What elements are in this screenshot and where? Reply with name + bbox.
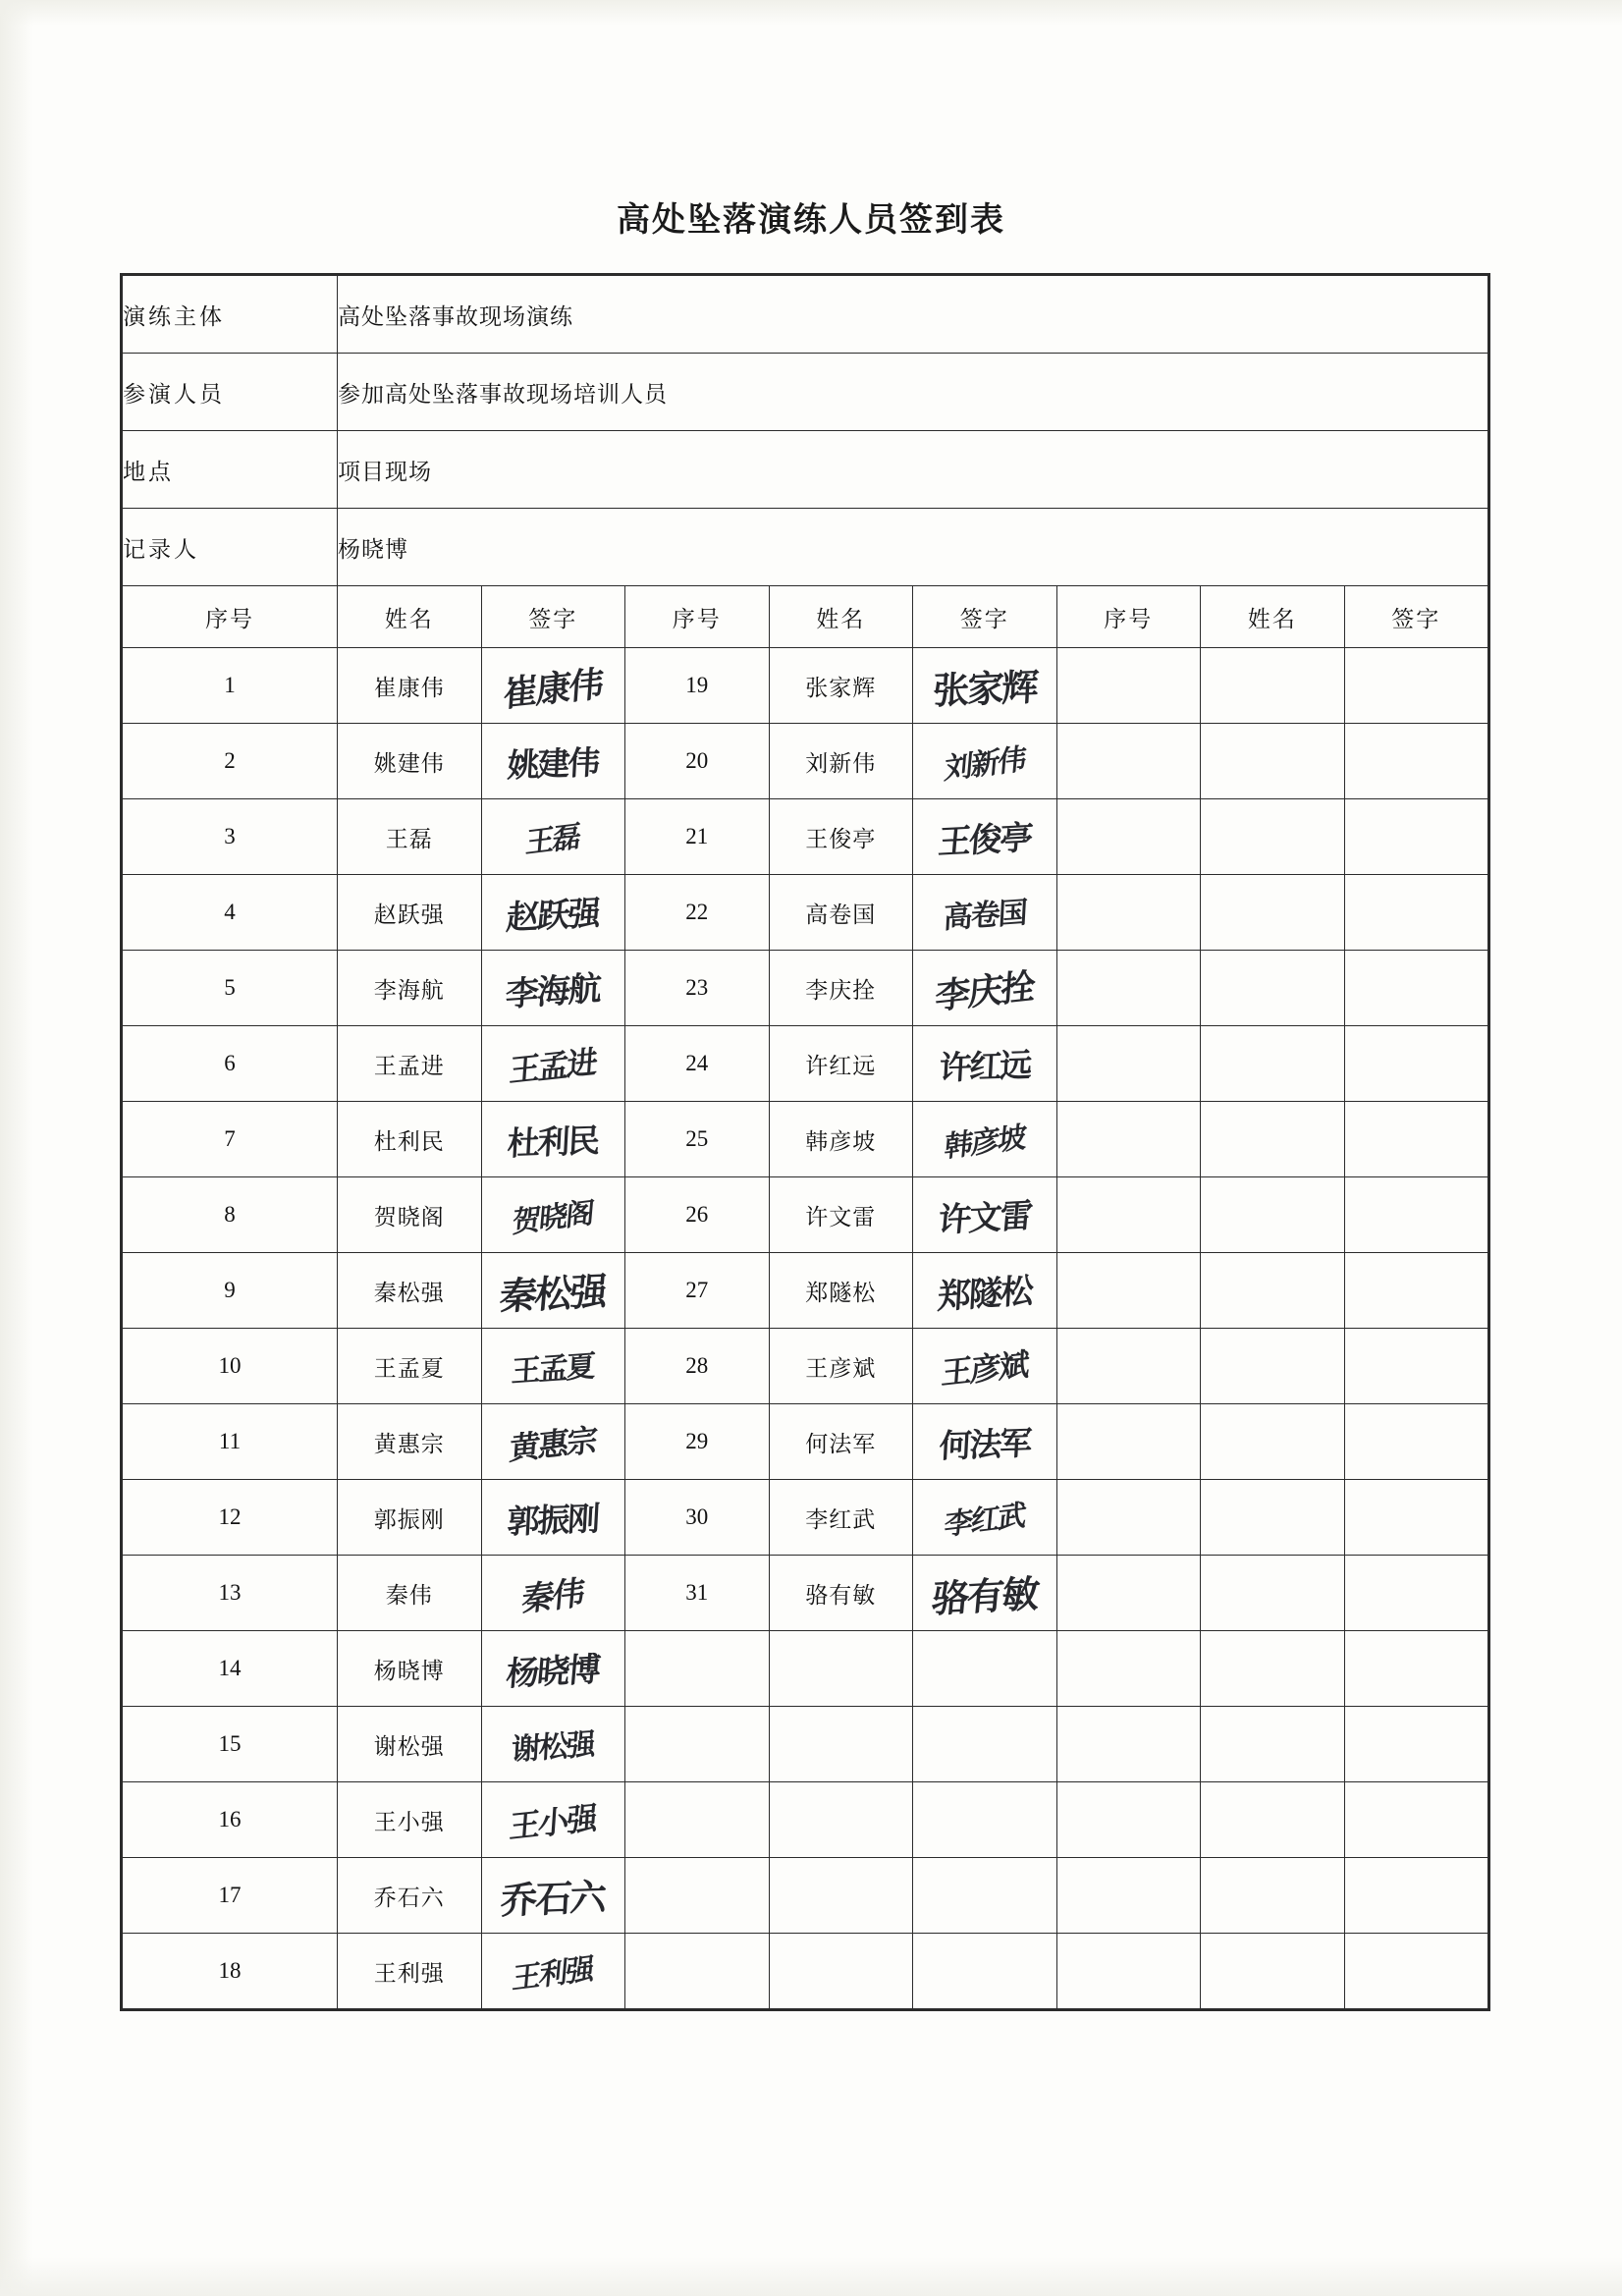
- cell-name-3: [1201, 1782, 1345, 1858]
- cell-signature-1[interactable]: [481, 1934, 625, 2009]
- handwritten-signature: 刘新伟: [943, 742, 1026, 787]
- handwritten-signature: 杜利民: [506, 1121, 600, 1164]
- handwritten-signature: 许红远: [938, 1046, 1031, 1088]
- cell-name-1: 贺晓阁: [338, 1177, 482, 1253]
- cell-name-1: 赵跃强: [338, 875, 482, 951]
- cell-name-1: 崔康伟: [338, 648, 482, 724]
- cell-name-3: [1201, 1102, 1345, 1177]
- cell-name-3: [1201, 1253, 1345, 1329]
- cell-no-1: 2: [123, 724, 338, 799]
- cell-name-2: 郑隧松: [769, 1253, 913, 1329]
- cell-signature-3[interactable]: [1344, 1404, 1488, 1480]
- cell-no-3: [1056, 1026, 1201, 1102]
- cell-signature-2[interactable]: [913, 1480, 1057, 1556]
- cell-signature-1[interactable]: [481, 1404, 625, 1480]
- table-row: [123, 799, 1488, 875]
- cell-name-3: [1201, 1858, 1345, 1934]
- table-row: [123, 1858, 1488, 1934]
- header-sign-2: 签字: [913, 586, 1057, 648]
- handwritten-signature: 杨晓博: [505, 1650, 601, 1695]
- cell-no-3: [1056, 648, 1201, 724]
- meta-row-subject: [123, 276, 1488, 354]
- cell-no-1: 18: [123, 1934, 338, 2009]
- header-sign-3: 签字: [1344, 586, 1488, 648]
- handwritten-signature: 韩彦坡: [943, 1121, 1026, 1165]
- cell-signature-2[interactable]: [913, 1177, 1057, 1253]
- meta-value-subject: 高处坠落事故现场演练: [338, 276, 1488, 354]
- cell-signature-1[interactable]: [481, 1631, 625, 1707]
- cell-signature-3[interactable]: [1344, 875, 1488, 951]
- cell-signature-3[interactable]: [1344, 1858, 1488, 1934]
- meta-label-location: 地点: [123, 431, 338, 509]
- cell-no-1: 12: [123, 1480, 338, 1556]
- cell-no-1: 13: [123, 1556, 338, 1631]
- page-title: 高处坠落演练人员签到表: [617, 200, 1005, 240]
- cell-no-1: 8: [123, 1177, 338, 1253]
- cell-name-1: 黄惠宗: [338, 1404, 482, 1480]
- table-row: [123, 1707, 1488, 1782]
- handwritten-signature: 秦伟: [520, 1572, 585, 1620]
- handwritten-signature: 李海航: [505, 968, 602, 1014]
- cell-signature-1[interactable]: [481, 951, 625, 1026]
- table-row: [123, 1026, 1488, 1102]
- header-no-1: 序号: [123, 586, 338, 648]
- cell-name-1: 谢松强: [338, 1707, 482, 1782]
- cell-no-1: 7: [123, 1102, 338, 1177]
- cell-name-2: [769, 1858, 913, 1934]
- table-row: [123, 951, 1488, 1026]
- cell-name-1: 李海航: [338, 951, 482, 1026]
- cell-no-2: 24: [625, 1026, 770, 1102]
- handwritten-signature: 崔康伟: [502, 663, 604, 716]
- header-no-3: 序号: [1056, 586, 1201, 648]
- cell-signature-3[interactable]: [1344, 1707, 1488, 1782]
- cell-no-1: 6: [123, 1026, 338, 1102]
- table-row: [123, 1177, 1488, 1253]
- cell-signature-1[interactable]: [481, 1329, 625, 1404]
- cell-no-2: 23: [625, 951, 770, 1026]
- cell-name-1: 姚建伟: [338, 724, 482, 799]
- cell-no-3: [1056, 1556, 1201, 1631]
- cell-name-2: [769, 1934, 913, 2009]
- meta-row-participants: [123, 354, 1488, 431]
- cell-name-3: [1201, 648, 1345, 724]
- cell-name-2: 李红武: [769, 1480, 913, 1556]
- cell-no-3: [1056, 1177, 1201, 1253]
- signin-sheet: [120, 273, 1490, 2011]
- cell-no-2: 26: [625, 1177, 770, 1253]
- cell-signature-1[interactable]: [481, 1253, 625, 1329]
- cell-name-1: 王孟夏: [338, 1329, 482, 1404]
- cell-no-1: 16: [123, 1782, 338, 1858]
- cell-no-2: 19: [625, 648, 770, 724]
- handwritten-signature: 王小强: [508, 1800, 598, 1846]
- table-row: [123, 1556, 1488, 1631]
- cell-signature-2[interactable]: [913, 875, 1057, 951]
- cell-name-2: 李庆拴: [769, 951, 913, 1026]
- cell-name-1: 秦松强: [338, 1253, 482, 1329]
- cell-name-3: [1201, 1631, 1345, 1707]
- cell-no-1: 11: [123, 1404, 338, 1480]
- cell-signature-3[interactable]: [1344, 1631, 1488, 1707]
- handwritten-signature: 黄惠宗: [508, 1422, 598, 1468]
- handwritten-signature: 姚建伟: [506, 743, 600, 786]
- header-no-2: 序号: [625, 586, 770, 648]
- cell-signature-3[interactable]: [1344, 1556, 1488, 1631]
- handwritten-signature: 李庆拴: [933, 965, 1036, 1018]
- cell-name-1: 秦伟: [338, 1556, 482, 1631]
- cell-no-2: 21: [625, 799, 770, 875]
- cell-name-1: 王磊: [338, 799, 482, 875]
- cell-signature-1[interactable]: [481, 724, 625, 799]
- cell-signature-2[interactable]: [913, 1782, 1057, 1858]
- scan-shadow-top: [0, 0, 1622, 26]
- header-sign-1: 签字: [481, 586, 625, 648]
- table-body: [123, 276, 1488, 2009]
- cell-signature-2[interactable]: [913, 1329, 1057, 1404]
- cell-name-2: 张家辉: [769, 648, 913, 724]
- cell-signature-1[interactable]: [481, 1782, 625, 1858]
- cell-signature-3[interactable]: [1344, 1026, 1488, 1102]
- cell-no-2: [625, 1782, 770, 1858]
- cell-signature-2[interactable]: [913, 1026, 1057, 1102]
- cell-signature-2[interactable]: [913, 1934, 1057, 2009]
- handwritten-signature: 高卷国: [942, 895, 1027, 937]
- table-row: [123, 648, 1488, 724]
- table-row: [123, 1631, 1488, 1707]
- handwritten-signature: 郭振刚: [506, 1500, 600, 1542]
- cell-signature-2[interactable]: [913, 1631, 1057, 1707]
- meta-row-location: [123, 431, 1488, 509]
- cell-no-3: [1056, 875, 1201, 951]
- cell-no-3: [1056, 1782, 1201, 1858]
- cell-name-1: 郭振刚: [338, 1480, 482, 1556]
- cell-no-1: 5: [123, 951, 338, 1026]
- table-row: [123, 1102, 1488, 1177]
- cell-signature-1[interactable]: [481, 1102, 625, 1177]
- cell-signature-3[interactable]: [1344, 648, 1488, 724]
- cell-signature-1[interactable]: [481, 1556, 625, 1631]
- cell-no-2: 31: [625, 1556, 770, 1631]
- cell-name-3: [1201, 1404, 1345, 1480]
- cell-name-2: 王彦斌: [769, 1329, 913, 1404]
- table-row: [123, 1253, 1488, 1329]
- table-row: [123, 875, 1488, 951]
- table-row: [123, 1329, 1488, 1404]
- scan-shadow-bottom: [0, 2257, 1622, 2296]
- cell-no-1: 3: [123, 799, 338, 875]
- cell-signature-1[interactable]: [481, 1707, 625, 1782]
- cell-signature-3[interactable]: [1344, 724, 1488, 799]
- handwritten-signature: 李红武: [943, 1499, 1026, 1543]
- cell-no-3: [1056, 951, 1201, 1026]
- cell-signature-2[interactable]: [913, 1102, 1057, 1177]
- cell-signature-3[interactable]: [1344, 1253, 1488, 1329]
- handwritten-signature: 何法军: [938, 1424, 1031, 1466]
- cell-no-2: 28: [625, 1329, 770, 1404]
- cell-no-2: 29: [625, 1404, 770, 1480]
- cell-signature-3[interactable]: [1344, 951, 1488, 1026]
- cell-no-2: [625, 1934, 770, 2009]
- cell-no-3: [1056, 1329, 1201, 1404]
- table-row: [123, 1480, 1488, 1556]
- handwritten-signature: 王磊: [524, 819, 581, 861]
- cell-name-3: [1201, 1707, 1345, 1782]
- cell-name-2: [769, 1782, 913, 1858]
- cell-signature-2[interactable]: [913, 1404, 1057, 1480]
- cell-no-3: [1056, 1858, 1201, 1934]
- handwritten-signature: 王彦斌: [940, 1346, 1029, 1393]
- handwritten-signature: 郑隧松: [936, 1271, 1033, 1317]
- cell-signature-2[interactable]: [913, 799, 1057, 875]
- cell-no-1: 15: [123, 1707, 338, 1782]
- cell-no-3: [1056, 1631, 1201, 1707]
- cell-signature-3[interactable]: [1344, 1177, 1488, 1253]
- meta-label-recorder: 记录人: [123, 509, 338, 586]
- cell-signature-2[interactable]: [913, 1253, 1057, 1329]
- cell-no-1: 4: [123, 875, 338, 951]
- cell-no-3: [1056, 1934, 1201, 2009]
- cell-name-2: [769, 1631, 913, 1707]
- meta-value-participants: 参加高处坠落事故现场培训人员: [338, 354, 1488, 431]
- cell-signature-1[interactable]: [481, 799, 625, 875]
- handwritten-signature: 乔石六: [500, 1875, 606, 1923]
- cell-signature-3[interactable]: [1344, 1782, 1488, 1858]
- cell-name-3: [1201, 724, 1345, 799]
- cell-no-2: 30: [625, 1480, 770, 1556]
- cell-signature-3[interactable]: [1344, 1102, 1488, 1177]
- cell-name-1: 王小强: [338, 1782, 482, 1858]
- table-row: [123, 1782, 1488, 1858]
- handwritten-signature: 秦松强: [498, 1269, 608, 1320]
- meta-row-recorder: [123, 509, 1488, 586]
- cell-signature-2[interactable]: [913, 1858, 1057, 1934]
- handwritten-signature: 王利强: [511, 1952, 595, 1996]
- cell-signature-2[interactable]: [913, 1707, 1057, 1782]
- cell-name-3: [1201, 951, 1345, 1026]
- cell-no-2: [625, 1631, 770, 1707]
- cell-no-2: 25: [625, 1102, 770, 1177]
- handwritten-signature: 张家辉: [931, 665, 1038, 713]
- cell-signature-2[interactable]: [913, 648, 1057, 724]
- cell-signature-3[interactable]: [1344, 799, 1488, 875]
- scan-shadow-left: [0, 0, 33, 2296]
- cell-name-3: [1201, 1329, 1345, 1404]
- cell-no-3: [1056, 1707, 1201, 1782]
- cell-name-2: [769, 1707, 913, 1782]
- table-row: [123, 1404, 1488, 1480]
- meta-label-subject: 演练主体: [123, 276, 338, 354]
- cell-no-2: 27: [625, 1253, 770, 1329]
- cell-signature-1[interactable]: [481, 648, 625, 724]
- meta-value-recorder: 杨晓博: [338, 509, 1488, 586]
- cell-no-3: [1056, 1404, 1201, 1480]
- cell-name-1: 王利强: [338, 1934, 482, 2009]
- cell-no-1: 9: [123, 1253, 338, 1329]
- cell-name-1: 乔石六: [338, 1858, 482, 1934]
- cell-name-3: [1201, 1480, 1345, 1556]
- cell-no-1: 1: [123, 648, 338, 724]
- cell-signature-2[interactable]: [913, 724, 1057, 799]
- cell-no-3: [1056, 1102, 1201, 1177]
- cell-no-3: [1056, 799, 1201, 875]
- handwritten-signature: 贺晓阁: [511, 1196, 595, 1240]
- cell-signature-3[interactable]: [1344, 1480, 1488, 1556]
- cell-signature-1[interactable]: [481, 1480, 625, 1556]
- cell-name-1: 王孟进: [338, 1026, 482, 1102]
- cell-name-3: [1201, 1026, 1345, 1102]
- cell-name-3: [1201, 1934, 1345, 2009]
- handwritten-signature: 赵跃强: [505, 894, 601, 939]
- cell-name-1: 杨晓博: [338, 1631, 482, 1707]
- cell-no-2: [625, 1707, 770, 1782]
- handwritten-signature: 谢松强: [511, 1726, 595, 1769]
- cell-no-3: [1056, 1480, 1201, 1556]
- signin-table: [122, 275, 1488, 2009]
- cell-name-3: [1201, 875, 1345, 951]
- cell-name-2: 王俊亭: [769, 799, 913, 875]
- cell-signature-1[interactable]: [481, 875, 625, 951]
- handwritten-signature: 王孟夏: [511, 1348, 595, 1391]
- cell-no-1: 17: [123, 1858, 338, 1934]
- cell-name-3: [1201, 1177, 1345, 1253]
- cell-signature-3[interactable]: [1344, 1329, 1488, 1404]
- table-header-row: [123, 586, 1488, 648]
- header-name-1: 姓名: [338, 586, 482, 648]
- cell-name-3: [1201, 799, 1345, 875]
- table-row: [123, 1934, 1488, 2009]
- cell-no-1: 10: [123, 1329, 338, 1404]
- cell-signature-1[interactable]: [481, 1177, 625, 1253]
- cell-no-2: [625, 1858, 770, 1934]
- meta-label-participants: 参演人员: [123, 354, 338, 431]
- cell-no-2: 20: [625, 724, 770, 799]
- handwritten-signature: 许文雷: [936, 1196, 1033, 1241]
- cell-name-3: [1201, 1556, 1345, 1631]
- handwritten-signature: 王俊亭: [936, 818, 1033, 863]
- cell-name-2: 韩彦坡: [769, 1102, 913, 1177]
- cell-name-2: 骆有敏: [769, 1556, 913, 1631]
- cell-name-1: 杜利民: [338, 1102, 482, 1177]
- meta-value-location: 项目现场: [338, 431, 1488, 509]
- cell-name-2: 许文雷: [769, 1177, 913, 1253]
- cell-signature-3[interactable]: [1344, 1934, 1488, 2009]
- cell-signature-2[interactable]: [913, 1556, 1057, 1631]
- cell-no-3: [1056, 1253, 1201, 1329]
- table-row: [123, 724, 1488, 799]
- cell-no-1: 14: [123, 1631, 338, 1707]
- cell-no-3: [1056, 724, 1201, 799]
- handwritten-signature: 王孟进: [508, 1044, 598, 1090]
- cell-name-2: 许红远: [769, 1026, 913, 1102]
- cell-no-2: 22: [625, 875, 770, 951]
- cell-name-2: 刘新伟: [769, 724, 913, 799]
- cell-signature-2[interactable]: [913, 951, 1057, 1026]
- header-name-3: 姓名: [1201, 586, 1345, 648]
- cell-signature-1[interactable]: [481, 1858, 625, 1934]
- header-name-2: 姓名: [769, 586, 913, 648]
- cell-signature-1[interactable]: [481, 1026, 625, 1102]
- handwritten-signature: 骆有敏: [929, 1571, 1040, 1622]
- cell-name-2: 高卷国: [769, 875, 913, 951]
- cell-name-2: 何法军: [769, 1404, 913, 1480]
